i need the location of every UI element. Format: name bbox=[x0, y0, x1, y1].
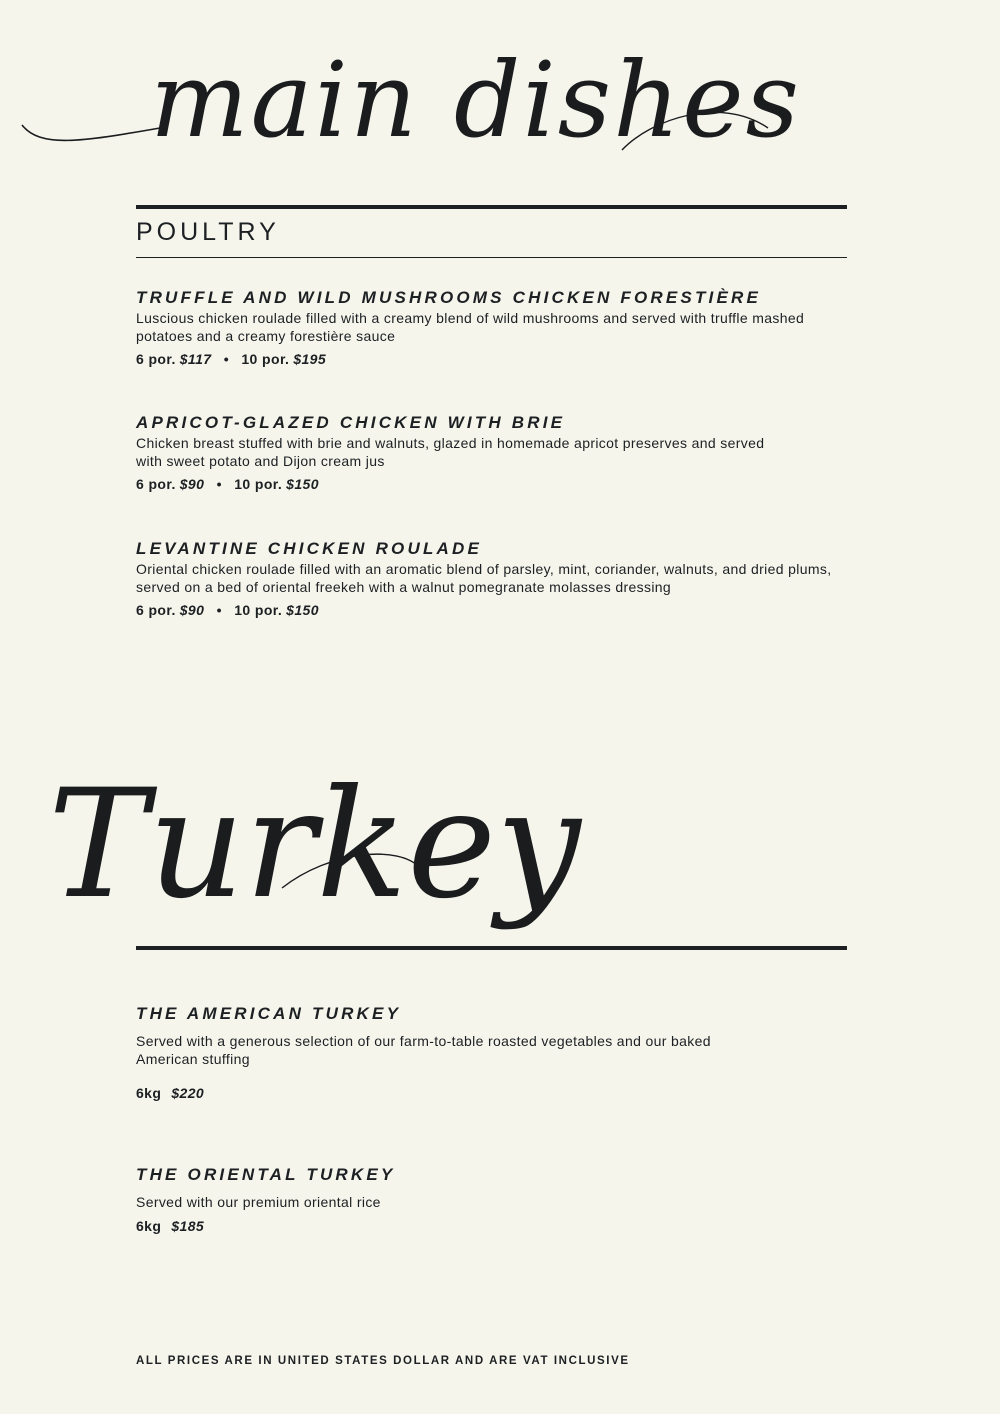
item-description-line: Oriental chicken roulade filled with an aromatic blend of parsley, mint, coriander, walnuts, and dried plums, bbox=[136, 561, 832, 577]
item-description bbox=[136, 1033, 936, 1068]
menu-item bbox=[136, 539, 936, 618]
item-price-row bbox=[136, 476, 936, 492]
item-description-line: Served with our premium oriental rice bbox=[136, 1194, 381, 1210]
item-description-line: Chicken breast stuffed with brie and walnuts, glazed in homemade apricot preserves and served bbox=[136, 435, 765, 451]
category-heading-poultry: POULTRY bbox=[136, 218, 280, 246]
item-description-line: Served with a generous selection of our farm-to-table roasted vegetables and our baked bbox=[136, 1033, 711, 1049]
price-amount: $90 bbox=[179, 476, 205, 492]
price-footnote: ALL PRICES ARE IN UNITED STATES DOLLAR AND ARE VAT INCLUSIVE bbox=[136, 1355, 630, 1367]
page-title-script: main dishes bbox=[150, 39, 802, 161]
portion-label: 6 por. bbox=[136, 602, 176, 618]
item-name: TRUFFLE AND WILD MUSHROOMS CHICKEN FORESTIÈRE bbox=[136, 288, 762, 307]
item-description-line: American stuffing bbox=[136, 1050, 250, 1067]
item-name: APRICOT-GLAZED CHICKEN WITH BRIE bbox=[136, 413, 566, 432]
price-amount: $150 bbox=[286, 602, 319, 618]
menu-item bbox=[136, 413, 936, 492]
price-separator: • bbox=[216, 602, 222, 618]
price-amount: $185 bbox=[171, 1217, 205, 1234]
portion-label: 6 por. bbox=[136, 351, 176, 367]
price-amount: $90 bbox=[179, 602, 205, 618]
portion-label: 10 por. bbox=[234, 476, 283, 492]
portion-label: 10 por. bbox=[241, 351, 290, 367]
item-name: THE AMERICAN TURKEY bbox=[136, 1004, 402, 1023]
price-amount: $195 bbox=[293, 351, 327, 367]
item-description-line: potatoes and a creamy forestière sauce bbox=[136, 327, 396, 344]
weight-label: 6kg bbox=[136, 1085, 162, 1101]
portion-label: 10 por. bbox=[234, 602, 283, 618]
price-amount: $150 bbox=[286, 476, 319, 492]
price-amount: $220 bbox=[171, 1085, 205, 1101]
item-price-row bbox=[136, 602, 936, 618]
menu-item bbox=[136, 288, 936, 367]
item-description bbox=[136, 310, 936, 345]
section-rule-bottom bbox=[136, 257, 847, 258]
item-name: THE ORIENTAL TURKEY bbox=[136, 1165, 396, 1184]
section-rule-turkey bbox=[136, 946, 847, 950]
item-description bbox=[136, 435, 936, 470]
section-heading-turkey-script: Turkey bbox=[48, 758, 581, 932]
item-description bbox=[136, 1194, 936, 1212]
price-separator: • bbox=[216, 476, 222, 492]
weight-label: 6kg bbox=[136, 1217, 162, 1234]
section-rule-top bbox=[136, 205, 847, 209]
item-description-line: with sweet potato and Dijon cream jus bbox=[136, 452, 385, 469]
price-separator: • bbox=[223, 351, 230, 367]
price-amount: $117 bbox=[179, 351, 212, 367]
item-description bbox=[136, 561, 936, 596]
item-price-row bbox=[136, 1218, 936, 1234]
menu-item bbox=[136, 1165, 936, 1234]
item-price-row bbox=[136, 1085, 936, 1101]
item-name: LEVANTINE CHICKEN ROULADE bbox=[136, 539, 483, 558]
portion-label: 6 por. bbox=[136, 476, 176, 492]
item-price-row bbox=[136, 351, 936, 367]
item-description-line: served on a bed of oriental freekeh with a walnut pomegranate molasses dressing bbox=[136, 578, 672, 595]
item-description-line: Luscious chicken roulade filled with a creamy blend of wild mushrooms and served with truffle mashed bbox=[136, 310, 805, 326]
menu-item bbox=[136, 1004, 936, 1101]
